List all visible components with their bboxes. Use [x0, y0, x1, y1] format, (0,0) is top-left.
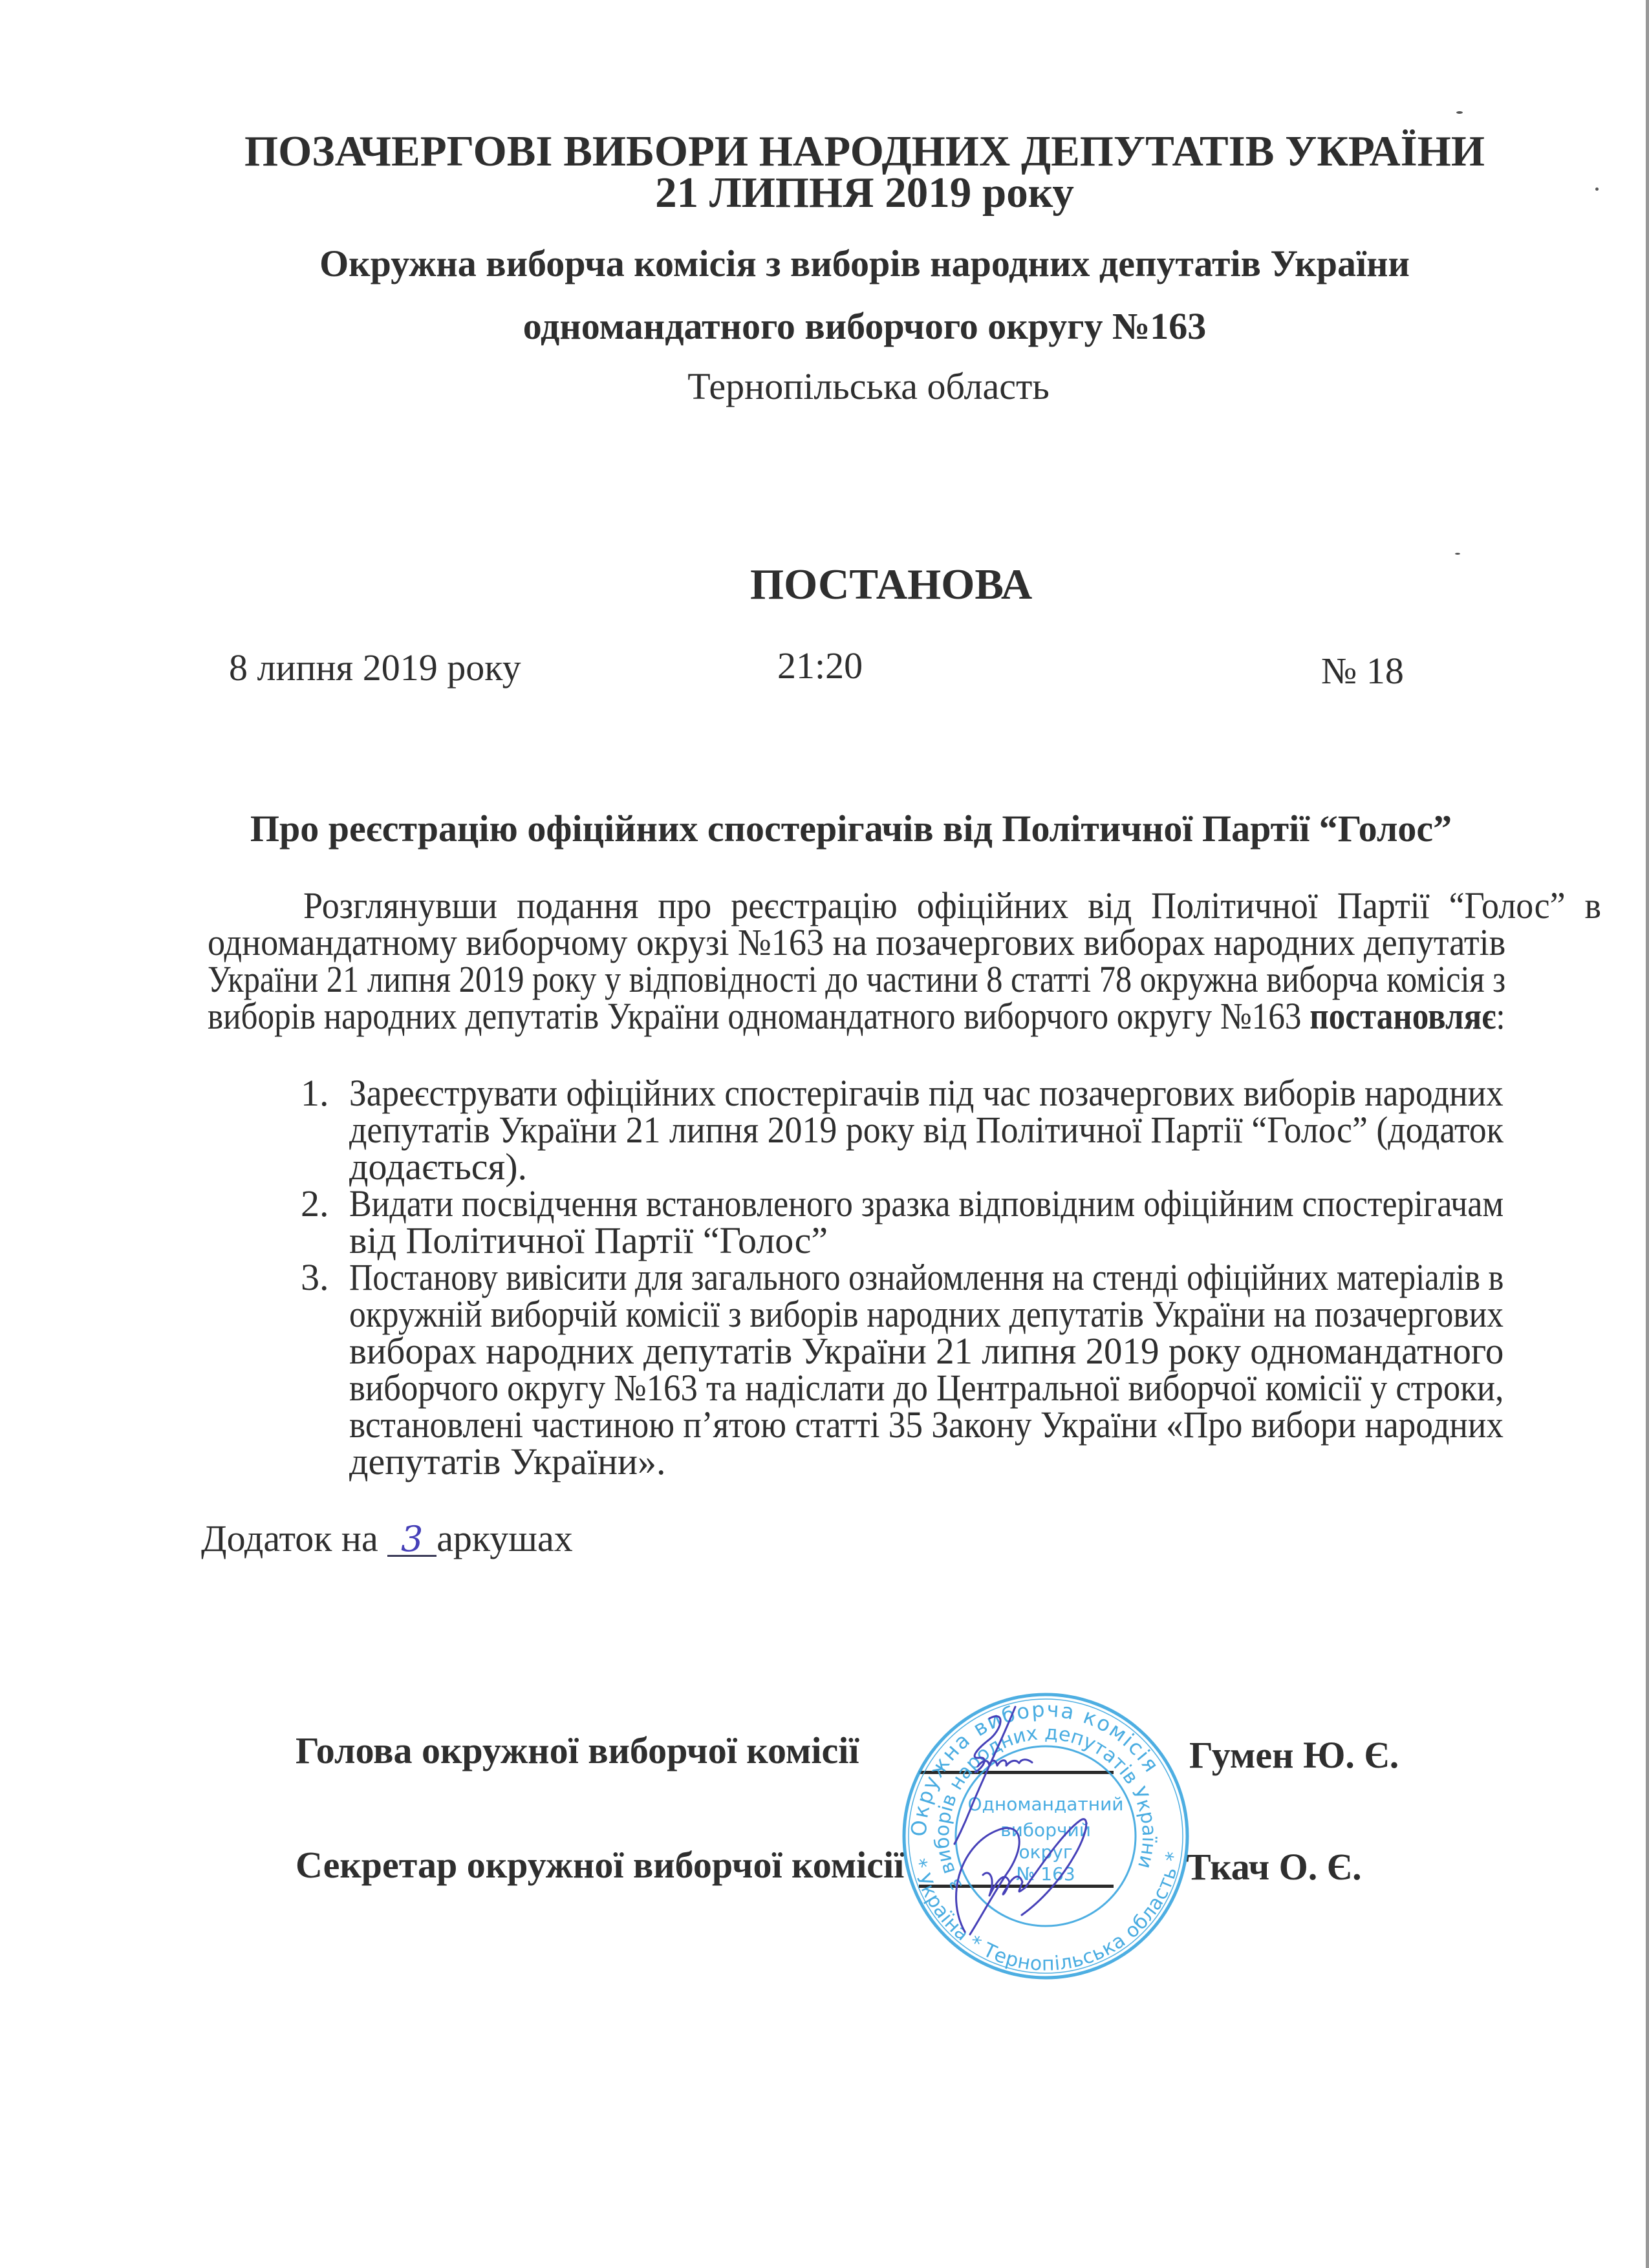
resolution-line: окружній виборчій комісії з виборів народних депутатів України на позачергових: [349, 1293, 1503, 1335]
decision-word: постановляє: [1310, 995, 1496, 1037]
secretary-name: Ткач О. Є.: [1186, 1846, 1362, 1888]
preamble-line: Розглянувши подання про реєстрацію офіційних від Політичної Партії “Голос” в: [303, 884, 1602, 926]
resolution-item: [301, 1256, 1504, 1482]
stamp-bottom-text-path: * Україна * Тернопільська область *: [907, 1850, 1186, 1976]
resolution-line: Постанову вивісити для загального ознайомлення на стенді офіційних матеріалів в: [349, 1256, 1504, 1298]
document-number: № 18: [1321, 650, 1404, 692]
attachment-prefix: Додаток на: [201, 1517, 378, 1559]
stamp-center-line: Одномандатний: [967, 1793, 1124, 1815]
election-date: 21 ЛИПНЯ 2019 року: [655, 169, 1074, 217]
document-date: 8 липня 2019 року: [229, 647, 521, 689]
attachment-blank: [387, 1519, 436, 1559]
preamble-line: України 21 липня 2019 року у відповідності до частини 8 статті 78 окружна виборча комісія з: [208, 958, 1506, 1000]
document-subject: Про реєстрацію офіційних спостерігачів від Політичної Партії “Голос”: [250, 808, 1452, 850]
resolution-item: [301, 1072, 1503, 1188]
chair-name: Гумен Ю. Є.: [1189, 1734, 1399, 1776]
document-type: ПОСТАНОВА: [750, 561, 1033, 608]
attachment-note: [201, 1517, 573, 1559]
stamp-outer-text-path: Окружна виборча комісія: [906, 1696, 1164, 1837]
resolution-line: додається).: [349, 1146, 528, 1188]
resolution-line: Видати посвідчення встановленого зразка відповідним офіційним спостерігачам: [349, 1182, 1504, 1225]
official-stamp: [892, 1681, 1203, 2004]
stamp-center-line: округ: [1018, 1841, 1073, 1863]
preamble-line: одномандатному виборчому окрузі №163 на позачергових виборах народних депутатів: [208, 921, 1506, 963]
resolution-number: 2.: [301, 1182, 329, 1225]
document-time: 21:20: [777, 645, 863, 687]
resolution-number: 1.: [301, 1072, 329, 1114]
resolution-line: депутатів України 21 липня 2019 року від Політичної Партії “Голос” (додаток: [349, 1109, 1503, 1151]
resolution-number: 3.: [301, 1256, 329, 1298]
resolutions-list: [301, 1072, 1504, 1482]
resolution-line: Зареєструвати офіційних спостерігачів під час позачергових виборів народних: [349, 1072, 1503, 1114]
election-title: ПОЗАЧЕРГОВІ ВИБОРИ НАРОДНИХ ДЕПУТАТІВ УКРАЇНИ: [244, 127, 1485, 175]
resolution-line: виборах народних депутатів України 21 липня 2019 року одномандатного: [349, 1330, 1504, 1372]
resolution-item: [301, 1182, 1504, 1261]
commission-name: Окружна виборча комісія з виборів народних депутатів України: [319, 242, 1410, 284]
resolution-line: виборчого округу №163 та надіслати до Центральної виборчої комісії у строки,: [349, 1367, 1504, 1409]
chair-title: Голова окружної виборчої комісії: [296, 1729, 859, 1771]
region-name: Тернопільська область: [687, 365, 1050, 407]
handwritten-sheet-count: 3: [401, 1519, 424, 1559]
resolution-line: встановлені частиною п’ятою статті 35 Закону України «Про вибори народних: [349, 1404, 1503, 1446]
decision-punct: :: [1496, 995, 1505, 1037]
scan-speck: [1456, 111, 1463, 114]
stamp-center-line: виборчий: [1000, 1819, 1091, 1841]
resolution-line: від Політичної Партії “Голос”: [349, 1219, 828, 1261]
stamp-inner-text-path: з виборів народних депутатів України: [931, 1721, 1161, 1895]
resolution-line: депутатів України».: [349, 1440, 666, 1482]
preamble-line: [208, 995, 1505, 1037]
preamble-paragraph: [208, 884, 1602, 1037]
district-name: одномандатного виборчого округу №163: [523, 305, 1207, 347]
stamp-center-line: № 163: [1016, 1863, 1075, 1885]
secretary-title: Секретар окружної виборчої комісії: [296, 1844, 905, 1886]
scan-speck: [1455, 553, 1460, 555]
preamble-line-text: виборів народних депутатів України одномандатного виборчого округу №163: [208, 995, 1302, 1037]
attachment-suffix: аркушах: [436, 1517, 573, 1559]
